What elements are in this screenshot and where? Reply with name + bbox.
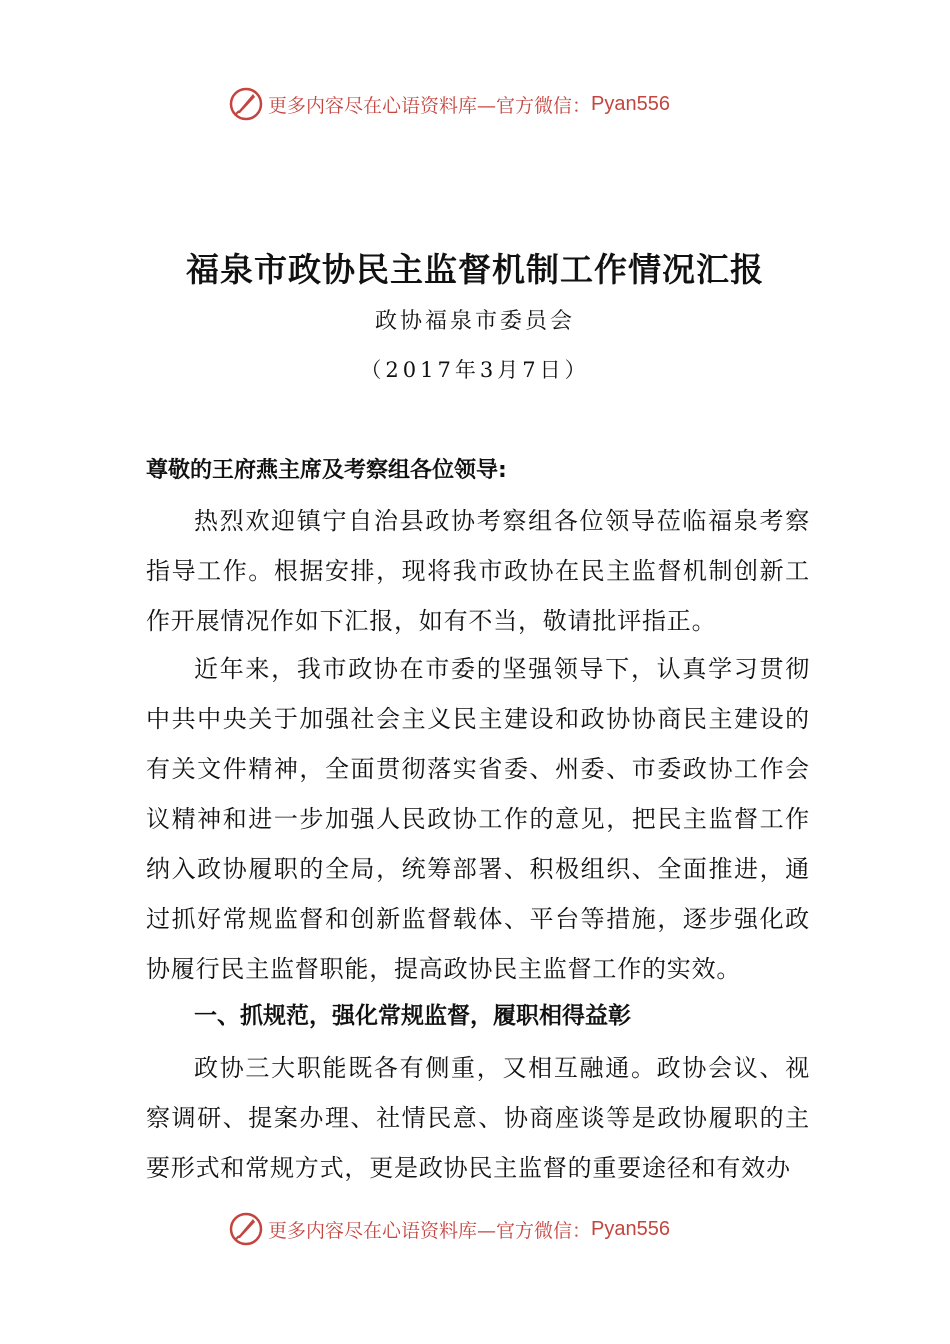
quill-pen-logo-icon [228,1211,264,1247]
salutation: 尊敬的王府燕主席及考察组各位领导: [146,458,507,483]
watermark-header [228,84,670,124]
section-heading-1: 一、抓规范，强化常规监督，履职相得益彰 [194,1003,631,1029]
paragraph-intro: 热烈欢迎镇宁自治县政协考察组各位领导莅临福泉考察指导工作。根据安排，现将我市政协在民主监督机制创新工作开展情况作如下汇报，如有不当，敬请批评指正。 [146,507,810,635]
document-date: （2017年3月7日） [360,358,590,382]
watermark-wechat-id: Pyan556 [591,1217,670,1240]
watermark-text: 更多内容尽在心语资料库—官方微信： [268,94,592,117]
watermark-footer [228,1209,670,1249]
watermark-text: 更多内容尽在心语资料库—官方微信： [268,1219,592,1242]
paragraph-overview: 近年来，我市政协在市委的坚强领导下，认真学习贯彻中共中央关于加强社会主义民主建设和政协协商民主建设的有关文件精神，全面贯彻落实省委、州委、市委政协工作会议精神和进一步加强人民政协工作的意见，把民主监督工作纳入政协履职的全局，统筹部署、积极组织、全面推进，通过抓好常规监督和创新监督载体、平台等措施，逐步强化政协履行民主监督职能，提高政协民主监督工作的实效。 [146,655,810,983]
document-issuer: 政协福泉市委员会 [374,309,575,334]
quill-pen-logo-icon [228,86,264,122]
paragraph-section-1: 政协三大职能既各有侧重，又相互融通。政协会议、视察调研、提案办理、社情民意、协商座谈等是政协履职的主要形式和常规方式，更是政协民主监督的重要途径和有效办 [146,1054,810,1182]
document-title: 福泉市政协民主监督机制工作情况汇报 [186,250,764,289]
watermark-wechat-id: Pyan556 [591,92,670,115]
